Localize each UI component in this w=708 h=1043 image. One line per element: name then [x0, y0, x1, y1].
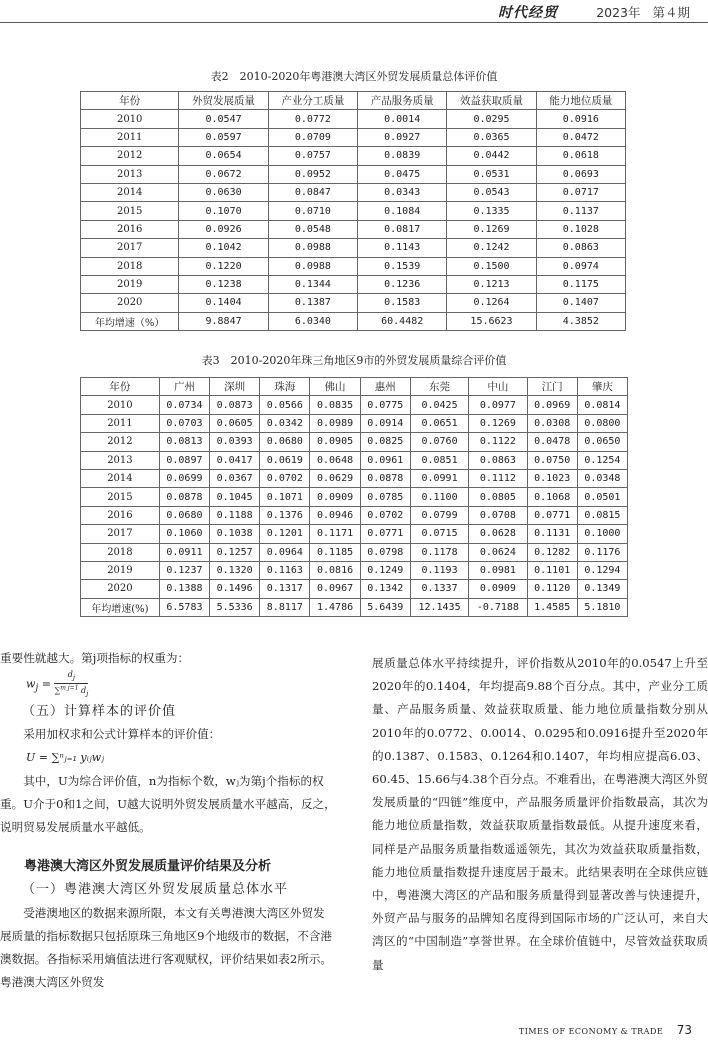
table-cell: 0.0863 — [536, 239, 625, 257]
table-row — [81, 561, 628, 579]
table-cell: 0.0991 — [410, 469, 468, 487]
table-cell: 0.0680 — [159, 506, 209, 524]
paragraph: 其中，U为综合评价值，n为指标个数，wⱼ为第j个指标的权重。U介于0和1之间，U越大说明外贸发展质量水平越高，反之，说明贸易发展质量水平越低。 — [0, 773, 336, 835]
table-cell: 0.0342 — [260, 414, 310, 432]
header-rule — [0, 22, 708, 23]
table-cell: 0.0365 — [447, 128, 536, 146]
table-cell: 0.1045 — [210, 488, 260, 506]
table-cell: 1.4585 — [527, 598, 577, 616]
table-cell: 0.1120 — [527, 580, 577, 598]
fraction-numerator — [54, 670, 88, 684]
row-label: 2015 — [81, 488, 160, 506]
table-cell: 0.1257 — [210, 543, 260, 561]
table-cell: 5.5336 — [210, 598, 260, 616]
table-cell: 0.0969 — [527, 396, 577, 414]
table-cell: 0.0295 — [447, 110, 536, 128]
table-cell: 0.0750 — [527, 451, 577, 469]
table2-caption: 表2 2010-2020年粤港澳大湾区外贸发展质量总体评价值 — [210, 70, 498, 83]
table-cell: 0.0734 — [159, 396, 209, 414]
table-cell: 0.0628 — [469, 525, 527, 543]
table-cell: 0.0825 — [360, 433, 410, 451]
table-cell: 0.0478 — [527, 433, 577, 451]
table-cell: -0.7188 — [469, 598, 527, 616]
table-cell: 0.1220 — [179, 257, 268, 275]
table-cell: 0.1185 — [310, 543, 360, 561]
section-heading: 粤港澳大湾区外贸发展质量评价结果及分析 — [24, 859, 272, 875]
table-cell: 0.0967 — [310, 580, 360, 598]
table-cell: 0.1175 — [536, 275, 625, 293]
table-row — [81, 257, 626, 275]
row-label: 2010 — [81, 396, 160, 414]
table-cell: 0.1387 — [268, 294, 357, 312]
table-cell: 0.0847 — [268, 183, 357, 201]
column-header: 能力地位质量 — [536, 92, 625, 110]
paragraph: 受港澳地区的数据来源所限，本文有关粤港澳大湾区外贸发展质量的指标数据只包括原珠三角地区9个地级市的数据，不含港澳数据。各指标采用熵值法进行客观赋权，评价结果如表2所示。粤港澳大湾区外贸发 — [0, 905, 333, 990]
table-cell: 0.0988 — [268, 239, 357, 257]
table-cell: 0.1335 — [447, 202, 536, 220]
table-cell: 1.4786 — [310, 598, 360, 616]
table-cell: 0.0014 — [358, 110, 447, 128]
subheading-1: （一）粤港澳大湾区外贸发展质量总体水平 — [22, 882, 289, 898]
table-row — [81, 506, 628, 524]
row-label: 2018 — [81, 543, 160, 561]
page-footer — [519, 1023, 692, 1037]
table-cell: 0.0597 — [179, 128, 268, 146]
row-label: 2010 — [81, 110, 179, 128]
column-header: 珠海 — [260, 378, 310, 396]
table-cell: 0.0619 — [260, 451, 310, 469]
row-label: 2014 — [81, 183, 179, 201]
table-cell: 0.1376 — [260, 506, 310, 524]
table3-caption: 表3 2010-2020年珠三角地区9市的外贸发展质量综合评价值 — [201, 354, 507, 367]
formula-equals: = — [38, 677, 55, 691]
table-cell: 0.1242 — [447, 239, 536, 257]
table-cell: 60.4482 — [358, 312, 447, 330]
table-cell: 0.1349 — [577, 580, 627, 598]
table-cell: 0.0863 — [469, 451, 527, 469]
formula-subscript: j — [35, 682, 39, 694]
table-cell: 0.0708 — [469, 506, 527, 524]
table-cell: 6.5783 — [159, 598, 209, 616]
table-cell: 0.1176 — [577, 543, 627, 561]
table-row — [81, 451, 628, 469]
table-cell: 0.0548 — [268, 220, 357, 238]
table-cell: 0.1112 — [469, 469, 527, 487]
table-cell: 0.1070 — [179, 202, 268, 220]
table-cell: 0.0393 — [210, 433, 260, 451]
column-header: 佛山 — [310, 378, 360, 396]
row-label: 2015 — [81, 202, 179, 220]
table-cell: 0.0952 — [268, 165, 357, 183]
table-cell: 0.0771 — [527, 506, 577, 524]
table-cell: 0.0651 — [410, 414, 468, 432]
table-row — [81, 110, 626, 128]
table-row — [81, 488, 628, 506]
table-cell: 0.1407 — [536, 294, 625, 312]
row-label: 2017 — [81, 239, 179, 257]
table-cell: 6.0340 — [268, 312, 357, 330]
right-column — [372, 652, 708, 977]
table-cell: 0.1500 — [447, 257, 536, 275]
table-cell: 0.0417 — [210, 451, 260, 469]
table-cell: 0.1028 — [536, 220, 625, 238]
journal-name: TIMES OF ECONOMY & TRADE — [518, 1027, 664, 1036]
table-cell: 0.1237 — [159, 561, 209, 579]
table-row — [81, 396, 628, 414]
table-cell: 0.1320 — [210, 561, 260, 579]
table-cell: 0.0702 — [260, 469, 310, 487]
table-cell: 15.6623 — [447, 312, 536, 330]
table-cell: 0.1201 — [260, 525, 310, 543]
table-cell: 0.0851 — [410, 451, 468, 469]
table-row — [81, 414, 628, 432]
issue-info — [596, 3, 690, 21]
table-cell: 5.6439 — [360, 598, 410, 616]
table-cell: 0.0878 — [159, 488, 209, 506]
fraction-denominator — [54, 684, 89, 699]
table-row — [81, 598, 628, 616]
table-cell: 0.0878 — [360, 469, 410, 487]
table-cell: 0.0680 — [260, 433, 310, 451]
table-row — [81, 294, 626, 312]
table-cell: 0.1131 — [527, 525, 577, 543]
table-cell: 0.0905 — [310, 433, 360, 451]
table-cell: 0.1264 — [447, 294, 536, 312]
table-cell: 0.0813 — [159, 433, 209, 451]
table-cell: 0.1188 — [210, 506, 260, 524]
row-label: 2012 — [81, 433, 160, 451]
table-row — [81, 202, 626, 220]
denominator-sub: j — [86, 690, 89, 699]
table-cell: 0.0964 — [260, 543, 310, 561]
table-cell: 0.0717 — [536, 183, 625, 201]
table-cell: 0.1042 — [179, 239, 268, 257]
table-cell: 0.0566 — [260, 396, 310, 414]
table-cell: 0.0630 — [179, 183, 268, 201]
table-cell: 0.0981 — [469, 561, 527, 579]
table-cell: 0.1122 — [469, 433, 527, 451]
table-cell: 0.1404 — [179, 294, 268, 312]
row-label: 2017 — [81, 525, 160, 543]
table-cell: 0.0629 — [310, 469, 360, 487]
table-cell: 0.1137 — [536, 202, 625, 220]
column-header: 中山 — [469, 378, 527, 396]
table-cell: 0.0715 — [410, 525, 468, 543]
table-cell: 0.0914 — [360, 414, 410, 432]
table-cell: 0.0442 — [447, 147, 536, 165]
table-cell: 9.8847 — [179, 312, 268, 330]
table-cell: 0.0798 — [360, 543, 410, 561]
table-cell: 0.1038 — [210, 525, 260, 543]
table2 — [80, 91, 626, 331]
table-row — [81, 543, 628, 561]
left-column — [0, 647, 336, 994]
table-cell: 8.8117 — [260, 598, 310, 616]
table-cell: 0.1193 — [410, 561, 468, 579]
table-cell: 0.0926 — [179, 220, 268, 238]
paragraph: 采用加权求和公式计算样本的评价值： — [23, 727, 221, 742]
row-label: 2019 — [81, 275, 179, 293]
row-label: 年均增速(%) — [81, 598, 160, 616]
row-label: 2014 — [81, 469, 160, 487]
table-cell: 0.1249 — [360, 561, 410, 579]
table-cell: 0.0772 — [268, 110, 357, 128]
table-cell: 0.0805 — [469, 488, 527, 506]
journal-logo: 时代经贸 — [498, 5, 558, 21]
denominator-var: d — [78, 686, 87, 696]
table-row — [81, 275, 626, 293]
table-cell: 12.1435 — [410, 598, 468, 616]
column-header: 产品服务质量 — [358, 92, 447, 110]
table-cell: 0.1254 — [577, 451, 627, 469]
table-cell: 0.1084 — [358, 202, 447, 220]
table-row — [81, 312, 626, 330]
table-cell: 0.0757 — [268, 147, 357, 165]
table-cell: 0.1213 — [447, 275, 536, 293]
table-cell: 0.1317 — [260, 580, 310, 598]
table-cell: 0.1236 — [358, 275, 447, 293]
table-cell: 0.0946 — [310, 506, 360, 524]
table-cell: 0.0710 — [268, 202, 357, 220]
table-cell: 0.0547 — [179, 110, 268, 128]
row-label: 2018 — [81, 257, 179, 275]
table3 — [80, 377, 628, 617]
table-row — [81, 580, 628, 598]
table-cell: 0.0605 — [210, 414, 260, 432]
table-cell: 0.0988 — [268, 257, 357, 275]
table-cell: 0.0873 — [210, 396, 260, 414]
sum-symbol: ∑ — [54, 686, 61, 696]
table-cell: 0.0543 — [447, 183, 536, 201]
table-cell: 0.1143 — [358, 239, 447, 257]
table-cell: 0.0618 — [536, 147, 625, 165]
table-cell: 0.0815 — [577, 506, 627, 524]
table-cell: 0.0961 — [360, 451, 410, 469]
page-number: 73 — [676, 1023, 692, 1037]
row-label: 2020 — [81, 294, 179, 312]
table-cell: 0.0501 — [577, 488, 627, 506]
table-cell: 0.1342 — [360, 580, 410, 598]
row-label: 2016 — [81, 220, 179, 238]
table-row — [81, 165, 626, 183]
column-header: 效益获取质量 — [447, 92, 536, 110]
table-row — [81, 128, 626, 146]
table-cell: 0.1539 — [358, 257, 447, 275]
column-header: 东莞 — [410, 378, 468, 396]
table-cell: 0.1101 — [527, 561, 577, 579]
table-cell: 0.0348 — [577, 469, 627, 487]
table-cell: 0.0814 — [577, 396, 627, 414]
row-label: 2012 — [81, 147, 179, 165]
column-header: 年份 — [81, 378, 160, 396]
table-cell: 0.1238 — [179, 275, 268, 293]
table-cell: 0.1171 — [310, 525, 360, 543]
table-cell: 0.0654 — [179, 147, 268, 165]
table-cell: 0.0367 — [210, 469, 260, 487]
table-cell: 0.0709 — [268, 128, 357, 146]
table-cell: 0.1000 — [577, 525, 627, 543]
table-cell: 0.1100 — [410, 488, 468, 506]
table-cell: 0.1269 — [469, 414, 527, 432]
weight-formula — [0, 670, 336, 700]
table-cell: 0.1178 — [410, 543, 468, 561]
table-cell: 0.1060 — [159, 525, 209, 543]
table-row — [81, 147, 626, 165]
numerator-var: d — [67, 670, 73, 680]
sum-range: m j=1 — [60, 684, 79, 692]
table-cell: 0.0624 — [469, 543, 527, 561]
subheading-5: （五）计算样本的评价值 — [22, 704, 177, 720]
table-cell: 0.0816 — [310, 561, 360, 579]
column-header: 深圳 — [210, 378, 260, 396]
formula-symbol: w — [26, 677, 36, 691]
table-cell: 0.0916 — [536, 110, 625, 128]
table-cell: 0.1071 — [260, 488, 310, 506]
table-cell: 0.0308 — [527, 414, 577, 432]
table-cell: 0.0771 — [360, 525, 410, 543]
column-header: 外贸发展质量 — [179, 92, 268, 110]
table-cell: 0.0974 — [536, 257, 625, 275]
row-label: 2013 — [81, 165, 179, 183]
row-label: 2020 — [81, 580, 160, 598]
column-header: 产业分工质量 — [268, 92, 357, 110]
table-cell: 0.0897 — [159, 451, 209, 469]
table-cell: 0.1294 — [577, 561, 627, 579]
table-row — [81, 183, 626, 201]
table-cell: 0.0760 — [410, 433, 468, 451]
table-cell: 0.0800 — [577, 414, 627, 432]
table-cell: 0.0989 — [310, 414, 360, 432]
table-cell: 0.0839 — [358, 147, 447, 165]
table-row — [81, 239, 626, 257]
table-cell: 0.0775 — [360, 396, 410, 414]
row-label: 2011 — [81, 414, 160, 432]
table-row — [81, 525, 628, 543]
table-cell: 0.1068 — [527, 488, 577, 506]
table-cell: 0.1023 — [527, 469, 577, 487]
column-header: 惠州 — [360, 378, 410, 396]
table3-header-row — [81, 378, 628, 396]
table-cell: 0.0475 — [358, 165, 447, 183]
numerator-sub: j — [72, 673, 75, 682]
row-label: 年均增速（%） — [81, 312, 179, 330]
row-label: 2013 — [81, 451, 160, 469]
table-cell: 0.1344 — [268, 275, 357, 293]
table-cell: 0.1163 — [260, 561, 310, 579]
table-cell: 0.0672 — [179, 165, 268, 183]
table-cell: 0.1282 — [527, 543, 577, 561]
table-cell: 0.0785 — [360, 488, 410, 506]
table-cell: 0.0911 — [159, 543, 209, 561]
score-formula: U = ∑ⁿⱼ₌₁ yᵢⱼwⱼ — [26, 751, 105, 765]
table-cell: 0.1337 — [410, 580, 468, 598]
table-cell: 0.0425 — [410, 396, 468, 414]
table-row — [81, 220, 626, 238]
table-cell: 4.3852 — [536, 312, 625, 330]
table-cell: 0.1269 — [447, 220, 536, 238]
table-row — [81, 469, 628, 487]
table-cell: 5.1810 — [577, 598, 627, 616]
table-cell: 0.0909 — [469, 580, 527, 598]
table-cell: 0.0693 — [536, 165, 625, 183]
table-cell: 0.1496 — [210, 580, 260, 598]
table2-header-row — [81, 92, 626, 110]
table-cell: 0.0835 — [310, 396, 360, 414]
paragraph: 重要性就越大。第j项指标的权重为： — [0, 651, 190, 665]
table-cell: 0.0977 — [469, 396, 527, 414]
table-cell: 0.1388 — [159, 580, 209, 598]
table-cell: 0.0472 — [536, 128, 625, 146]
table-cell: 0.0531 — [447, 165, 536, 183]
table-cell: 0.0799 — [410, 506, 468, 524]
table-cell: 0.0343 — [358, 183, 447, 201]
paragraph: 展质量总体水平持续提升，评价指数从2010年的0.0547上升至2020年的0.1404，年均提高9.88个百分点。其中，产业分工质量、产品服务质量、效益获取质量、能力地位质量指数分别从2010年的0.0772、0.0014、0.0295和0.0916提升至2020年的0.1387、0.1583、0.1264和0.1407，年均相应提高6.03、60.45、15.66与4.38个百分点。不难看出，在粤港澳大湾区外贸发展质量的“四链”维度中，产品服务质量评价指数最高，其次为能力地位质量指数，效益获取质量指数最低。从提升速度来看，同样是产品服务质量指数遥遥领先，其次为效益获取质量指数，能力地位质量指数提升速度居于最末。此结果表明在全球供应链中，粤港澳大湾区的产品和服务质量得到显著改善与快速提升，外贸产品与服务的品牌知名度得到国际市场的广泛认可，来自大湾区的“中国制造”享誉世界。在全球价值链中，尽管效益获取质量 — [372, 656, 708, 972]
row-label: 2019 — [81, 561, 160, 579]
column-header: 江门 — [527, 378, 577, 396]
formula-fraction — [54, 670, 88, 699]
table-cell: 0.1583 — [358, 294, 447, 312]
row-label: 2016 — [81, 506, 160, 524]
table-cell: 0.0927 — [358, 128, 447, 146]
column-header: 肇庆 — [577, 378, 627, 396]
table-cell: 0.0699 — [159, 469, 209, 487]
issue-number: 第４期 — [652, 5, 690, 20]
page-header — [0, 0, 708, 22]
table-cell: 0.0817 — [358, 220, 447, 238]
column-header: 年份 — [81, 92, 179, 110]
table-cell: 0.0702 — [360, 506, 410, 524]
table-cell: 0.0703 — [159, 414, 209, 432]
column-header: 广州 — [159, 378, 209, 396]
issue-year: 2023年 — [596, 5, 641, 20]
row-label: 2011 — [81, 128, 179, 146]
table-cell: 0.0648 — [310, 451, 360, 469]
table-row — [81, 433, 628, 451]
table-cell: 0.0650 — [577, 433, 627, 451]
table-cell: 0.0909 — [310, 488, 360, 506]
